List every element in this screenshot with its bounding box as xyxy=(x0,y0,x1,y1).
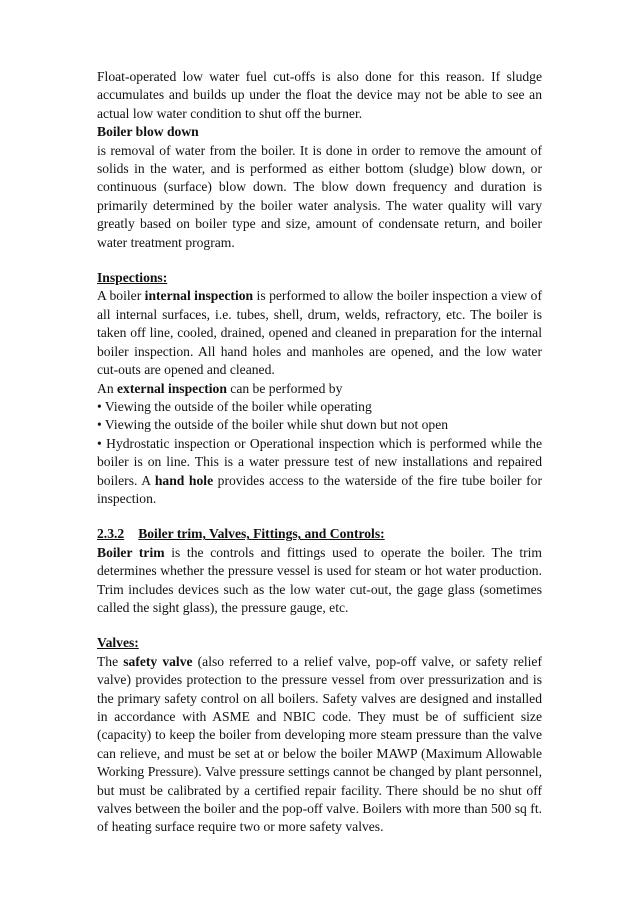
paragraph-external-inspection xyxy=(97,380,542,398)
bullet-item: • Viewing the outside of the boiler while operating xyxy=(97,398,372,414)
paragraph-low-water-cutoff: Float-operated low water fuel cut-offs is also done for this reason. If sludge accumulates and builds up under the float the device may not be able to see an actual low water condition to shut off the burner. xyxy=(97,69,542,121)
heading-valves: Valves: xyxy=(97,635,139,651)
term-boiler-trim: Boiler trim xyxy=(97,544,165,560)
bullet-item: • Viewing the outside of the boiler while shut down but not open xyxy=(97,417,449,433)
paragraph-gap xyxy=(97,617,542,634)
text-fragment: • Hydrostatic inspection or Operational inspection which is performed while the boiler is on line. This is a water pressure test of new installations and repaired boilers. A xyxy=(97,435,542,488)
section-heading xyxy=(97,525,542,543)
bullet-item-hydrostatic xyxy=(97,435,542,509)
term-hand-hole: hand hole xyxy=(154,472,214,488)
text-fragment: A boiler xyxy=(97,288,145,304)
heading-inspections: Inspections: xyxy=(97,270,168,286)
paragraph-gap xyxy=(97,252,542,269)
text-fragment: provides access to the waterside of the fire tube boiler for inspection. xyxy=(97,472,543,506)
term-safety-valve: safety valve xyxy=(123,653,193,669)
text-fragment: (also referred to a relief valve, pop-off valve, or safety relief valve) provides protection to the pressure vessel from over pressurization and is the primary safety control on all boilers. Safety valves are designed and installed in accordance with ASME and NBIC code. They must be of sufficient size (capacity) to keep the boiler from developing more steam pressure than the valve can relieve, and must be set at or below the boiler MAWP (Maximum Allowable Working Pressure). Valve pressure settings cannot be changed by plant personnel, but must be calibrated by a certified repair facility. There should be no shut off valves between the boiler and the pop-off valve. Boilers with more than 500 sq ft. of heating surface require two or more safety valves. xyxy=(97,653,542,835)
text-fragment: is performed to allow the boiler inspection a view of all internal surfaces, i.e. tubes, shell, drum, welds, refractory, etc. The boiler is taken off line, cooled, drained, opened and cleaned in preparation for the internal boiler inspection. All hand holes and manholes are opened, and the low water cut-outs are opened and cleaned. xyxy=(97,288,542,378)
section-number: 2.3.2 xyxy=(97,526,125,542)
heading-boiler-blow-down: Boiler blow down xyxy=(97,124,199,140)
paragraph-boiler-trim xyxy=(97,544,542,618)
section-title: Boiler trim, Valves, Fittings, and Controls: xyxy=(138,526,385,542)
text-fragment: can be performed by xyxy=(226,380,343,396)
paragraph-internal-inspection xyxy=(97,287,542,379)
term-external-inspection: external inspection xyxy=(117,380,227,396)
document-page xyxy=(97,68,542,837)
paragraph-gap xyxy=(97,508,542,525)
text-fragment: is the controls and fittings used to operate the boiler. The trim determines whether the pressure vessel is used for steam or hot water production. Trim includes devices such as the low water cut-out, the gage glass (sometimes called the sight glass), the pressure gauge, etc. xyxy=(97,544,542,615)
term-internal-inspection: internal inspection xyxy=(144,288,254,304)
text-fragment: An xyxy=(97,380,118,396)
text-fragment: The xyxy=(97,653,124,669)
paragraph-blow-down: is removal of water from the boiler. It is done in order to remove the amount of solids in the water, and is performed as either bottom (sludge) blow down, or continuous (surface) blow down. The blow down frequency and duration is primarily determined by the boiler water analysis. The water quality will vary greatly based on boiler type and size, amount of condensate return, and boiler water treatment program. xyxy=(97,142,542,250)
paragraph-safety-valve xyxy=(97,653,542,837)
